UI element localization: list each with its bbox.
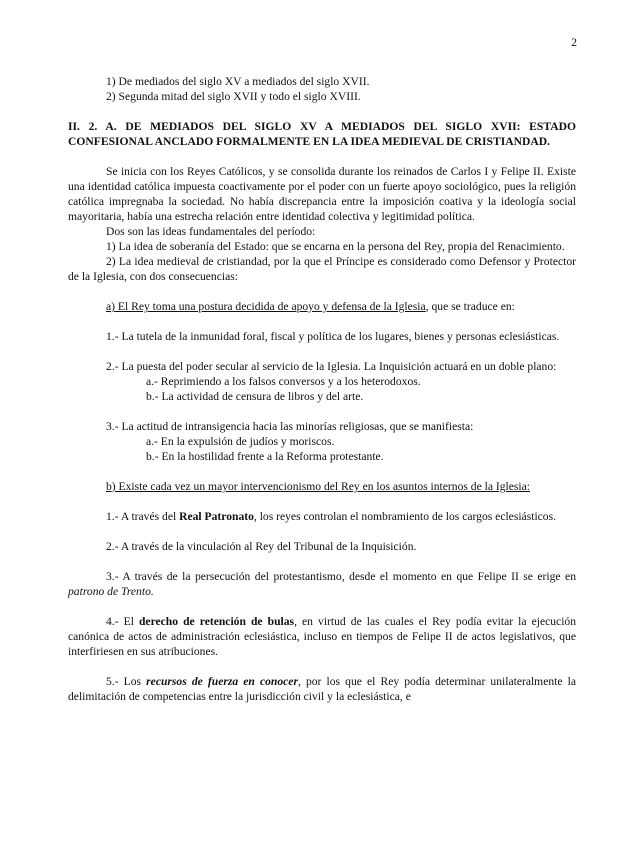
idea-2: 2) La idea medieval de cristiandad, por la que el Príncipe es considerado como Defensor y Protector de la Iglesia, con dos consecuencias: (68, 255, 576, 283)
item-b3-pre: 3.- A través de la persecución del protestantismo, desde el momento en que Felipe II se erige en (106, 570, 576, 583)
recursos-de-fuerza-term: recursos de fuerza en conocer (146, 675, 298, 688)
consequence-a (68, 299, 576, 314)
item-b2: 2.- A través de la vinculación al Rey del Tribunal de la Inquisición. (106, 540, 417, 553)
item-b4-post: , en virtud de las cuales el Rey podía evitar la ejecución canónica de actos de administración eclesiástica, incluso en tiempos de Felipe II de actos legislativos, que interfiriesen en sus atribuciones. (68, 615, 577, 658)
period-item: 2) Segunda mitad del siglo XVII y todo el siglo XVIII. (106, 90, 361, 103)
page-number: 2 (571, 37, 577, 49)
intro-paragraph: Se inicia con los Reyes Católicos, y se consolida durante los reinados de Carlos I y Felipe II. Existe una identidad católica impuesta coactivamente por el poder con un fuerte apoyo sociológico, pues la religión católica impregnaba la sociedad. No había discrepancia entre la imposición coativa y la ideología social mayoritaria, había una estrecha relación entre identidad colectiva y legitimidad política. (68, 165, 576, 223)
consequence-a-label: a) El Rey toma una postura decidida de apoyo y defensa de la Iglesia (106, 300, 426, 313)
real-patronato-term: Real Patronato (179, 510, 254, 523)
ideas-intro: Dos son las ideas fundamentales del período: (106, 225, 316, 238)
item-a3-sub: a.- En la expulsión de judíos y moriscos. (146, 435, 335, 448)
item-b1-post: , los reyes controlan el nombramiento de los cargos eclesiásticos. (253, 510, 557, 523)
item-a2-sub: b.- La actividad de censura de libros y del arte. (146, 390, 364, 403)
item-a2: 2.- La puesta del poder secular al servicio de la Iglesia. La Inquisición actuará en un doble plano: (106, 360, 557, 373)
patrono-de-trento-term: patrono de Trento. (68, 585, 154, 598)
item-a2-sub: a.- Reprimiendo a los falsos conversos y a los heterodoxos. (146, 375, 421, 388)
item-b4 (68, 614, 576, 659)
item-b5-post: , por los que el Rey podía determinar unilateralmente la delimitación de competencias entre la jurisdicción civil y la eclesiástica, e (68, 675, 576, 703)
item-a3-sub: b.- En la hostilidad frente a la Reforma protestante. (146, 450, 384, 463)
item-b3 (68, 569, 576, 599)
idea-1: 1) La idea de soberanía del Estado: que se encarna en la persona del Rey, propia del Renacimiento. (106, 240, 565, 253)
retencion-de-bulas-term: derecho de retención de bulas (138, 615, 295, 628)
section-heading: II. 2. A. DE MEDIADOS DEL SIGLO XV A MEDIADOS DEL SIGLO XVII: ESTADO CONFESIONAL ANCLADO FORMALMENTE EN LA IDEA MEDIEVAL DE CRISTIANDAD. (68, 120, 576, 148)
item-b1-pre: 1.- A través del (106, 510, 180, 523)
item-a1: 1.- La tutela de la inmunidad foral, fiscal y política de los lugares, bienes y personas eclesiásticas. (106, 330, 560, 343)
period-item: 1) De mediados del siglo XV a mediados del siglo XVII. (106, 75, 370, 88)
item-b5-pre: 5.- Los (106, 675, 147, 688)
item-b5 (68, 674, 576, 704)
item-a3: 3.- La actitud de intransigencia hacia las minorías religiosas, que se manifiesta: (106, 420, 474, 433)
item-b4-pre: 4.- El (106, 615, 139, 628)
document-body (68, 74, 576, 704)
consequence-a-tail: , que se traduce en: (425, 300, 515, 313)
item-b1 (68, 509, 576, 524)
consequence-b: b) Existe cada vez un mayor intervencionismo del Rey en los asuntos internos de la Iglesia: (106, 480, 531, 493)
